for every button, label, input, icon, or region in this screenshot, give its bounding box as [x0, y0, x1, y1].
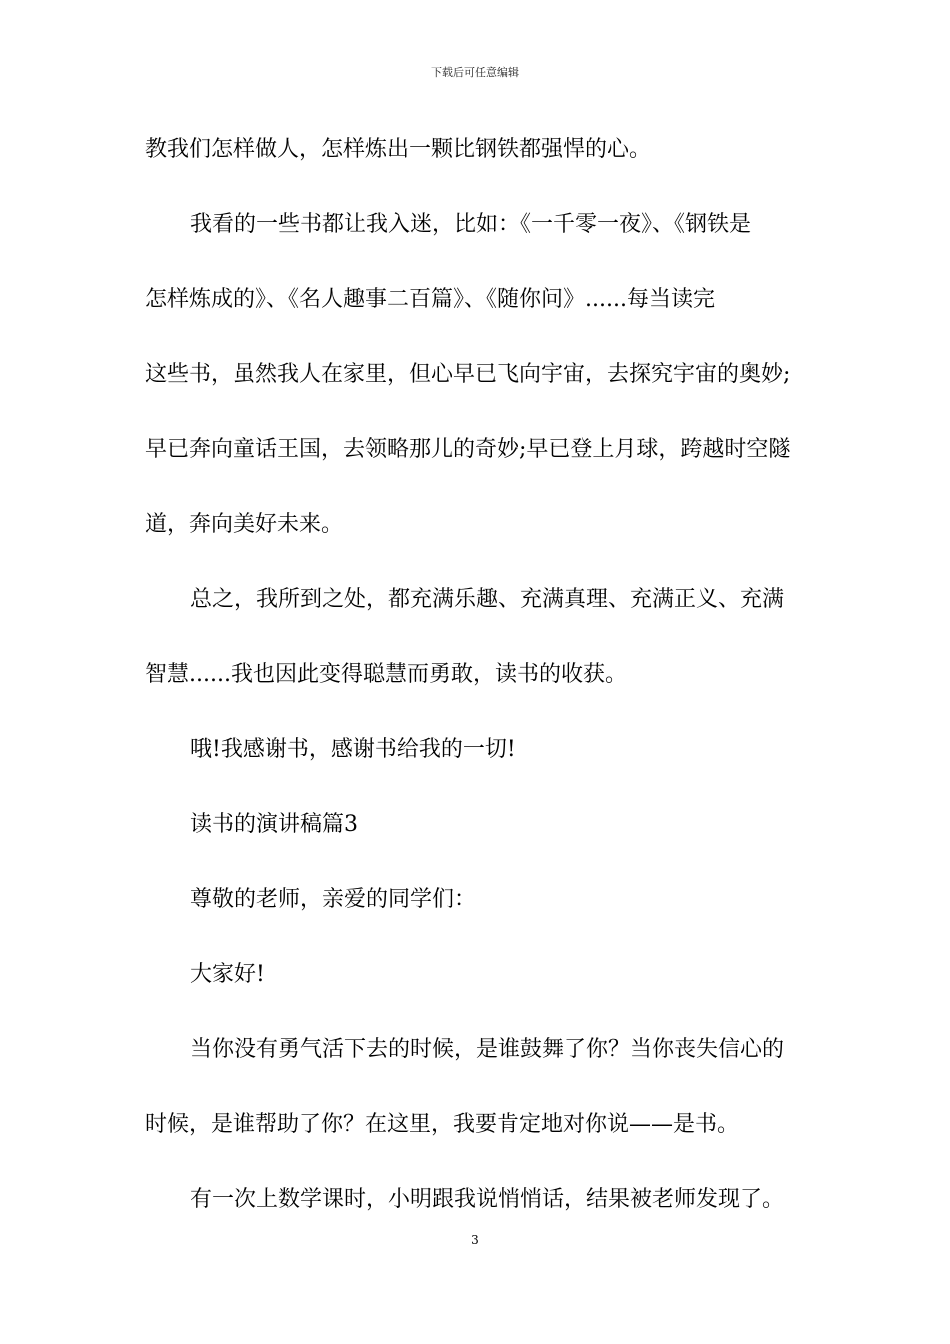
text-line: 怎样炼成的》、《名人趣事二百篇》、《随你问》......每当读完: [145, 287, 715, 312]
text-line: 道，奔向美好未来。: [145, 512, 344, 537]
greeting-line: 大家好!: [190, 962, 265, 987]
text-line: 时候，是谁帮助了你？在这里，我要肯定地对你说——是书。: [145, 1112, 740, 1137]
text-line: 有一次上数学课时，小明跟我说悄悄话，结果被老师发现了。: [190, 1187, 785, 1212]
text-line: 这些书，虽然我人在家里，但心早已飞向宇宙，去探究宇宙的奥妙;: [145, 362, 791, 387]
text-line: 当你没有勇气活下去的时候，是谁鼓舞了你？当你丧失信心的: [190, 1037, 785, 1062]
text-line: 教我们怎样做人，怎样炼出一颗比钢铁都强悍的心。: [145, 137, 652, 162]
page-header: 下载后可任意编辑: [431, 66, 519, 79]
page-number: 3: [471, 1233, 479, 1247]
text-line: 智慧......我也因此变得聪慧而勇敢，读书的收获。: [145, 662, 627, 687]
text-line: 哦!我感谢书，感谢书给我的一切!: [190, 737, 516, 762]
text-line: 总之，我所到之处，都充满乐趣、充满真理、充满正义、充满: [190, 587, 785, 612]
text-line: 早已奔向童话王国，去领略那儿的奇妙;早已登上月球，跨越时空隧: [145, 437, 791, 462]
section-heading: 读书的演讲稿篇3: [190, 812, 358, 837]
salutation-line: 尊敬的老师，亲爱的同学们：: [190, 887, 477, 912]
text-line: 我看的一些书都让我入迷，比如：《一千零一夜》、《钢铁是: [190, 212, 752, 237]
